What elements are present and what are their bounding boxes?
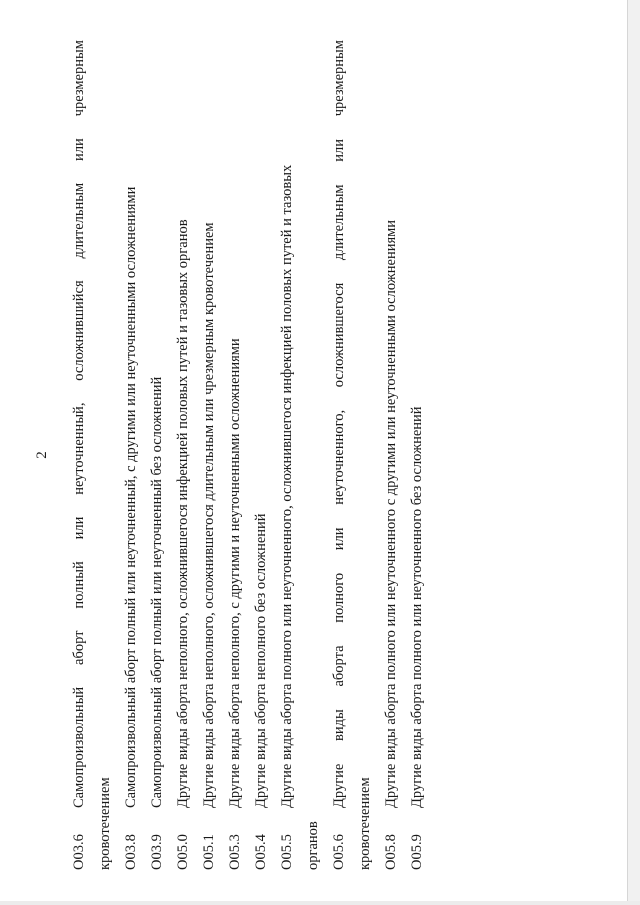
- page-edge-shadow: [627, 0, 640, 905]
- diagnosis-code: O05.3: [227, 834, 243, 870]
- diagnosis-text-line2: кровотечением: [357, 777, 373, 870]
- diagnosis-text-line1: Другие виды аборта полного или неуточненного, осложнившегося инфекцией половых путей и тазовых: [279, 164, 295, 808]
- diagnosis-code: O05.1: [201, 834, 217, 870]
- diagnosis-text-line2: кровотечением: [97, 777, 113, 870]
- word: чрезмерным: [331, 40, 347, 117]
- word: осложнившийся: [71, 280, 87, 381]
- word: Другие: [331, 763, 347, 808]
- diagnosis-code: O05.6: [331, 834, 347, 870]
- diagnosis-text: Другие виды аборта неполного без осложнений: [253, 513, 269, 808]
- word: неуточненный,: [71, 402, 87, 495]
- word: неуточненного,: [331, 409, 347, 505]
- word: или: [331, 527, 347, 551]
- word: аборт: [71, 630, 87, 665]
- diagnosis-text-line1: [66, 40, 92, 808]
- diagnosis-text-line1: [326, 40, 352, 808]
- page-number: 2: [34, 451, 50, 459]
- diagnosis-text: Другие виды аборта полного или неуточненного с другими или неуточненными осложнениями: [383, 219, 399, 808]
- word: полный: [71, 561, 87, 609]
- word: длительным: [331, 184, 347, 261]
- diagnosis-code: O05.0: [175, 834, 191, 870]
- diagnosis-text: Другие виды аборта неполного, с другими и неуточненными осложнениями: [227, 338, 243, 808]
- word: аборта: [331, 645, 347, 687]
- diagnosis-code: O03.8: [123, 834, 139, 870]
- diagnosis-text: Самопроизвольный аборт полный или неуточненный, с другими или неуточненными осложнениями: [123, 186, 139, 808]
- diagnosis-text-line2: органов: [305, 821, 321, 870]
- word: осложнившегося: [331, 282, 347, 388]
- diagnosis-code: O05.9: [409, 834, 425, 870]
- word: или: [71, 516, 87, 540]
- word: полного: [331, 572, 347, 623]
- word: Самопроизвольный: [71, 686, 87, 808]
- diagnosis-text: Другие виды аборта полного или неуточненного без осложнений: [409, 406, 425, 808]
- diagnosis-code: O05.8: [383, 834, 399, 870]
- diagnosis-text: Другие виды аборта неполного, осложнившегося инфекцией половых путей и тазовых органов: [175, 219, 191, 808]
- word: длительным: [71, 182, 87, 259]
- diagnosis-code: O03.6: [71, 834, 87, 870]
- word: виды: [331, 709, 347, 741]
- diagnosis-text: Самопроизвольный аборт полный или неуточненный без осложнений: [149, 376, 165, 808]
- diagnosis-text: Другие виды аборта неполного, осложнившегося длительным или чрезмерным кровотечением: [201, 222, 217, 808]
- word: чрезмерным: [71, 40, 87, 117]
- page-bottom-edge: [0, 901, 640, 905]
- rotated-text-frame: [28, 40, 428, 870]
- diagnosis-code: O05.5: [279, 834, 295, 870]
- word: или: [331, 138, 347, 162]
- diagnosis-code: O03.9: [149, 834, 165, 870]
- word: или: [71, 138, 87, 161]
- diagnosis-code: O05.4: [253, 834, 269, 870]
